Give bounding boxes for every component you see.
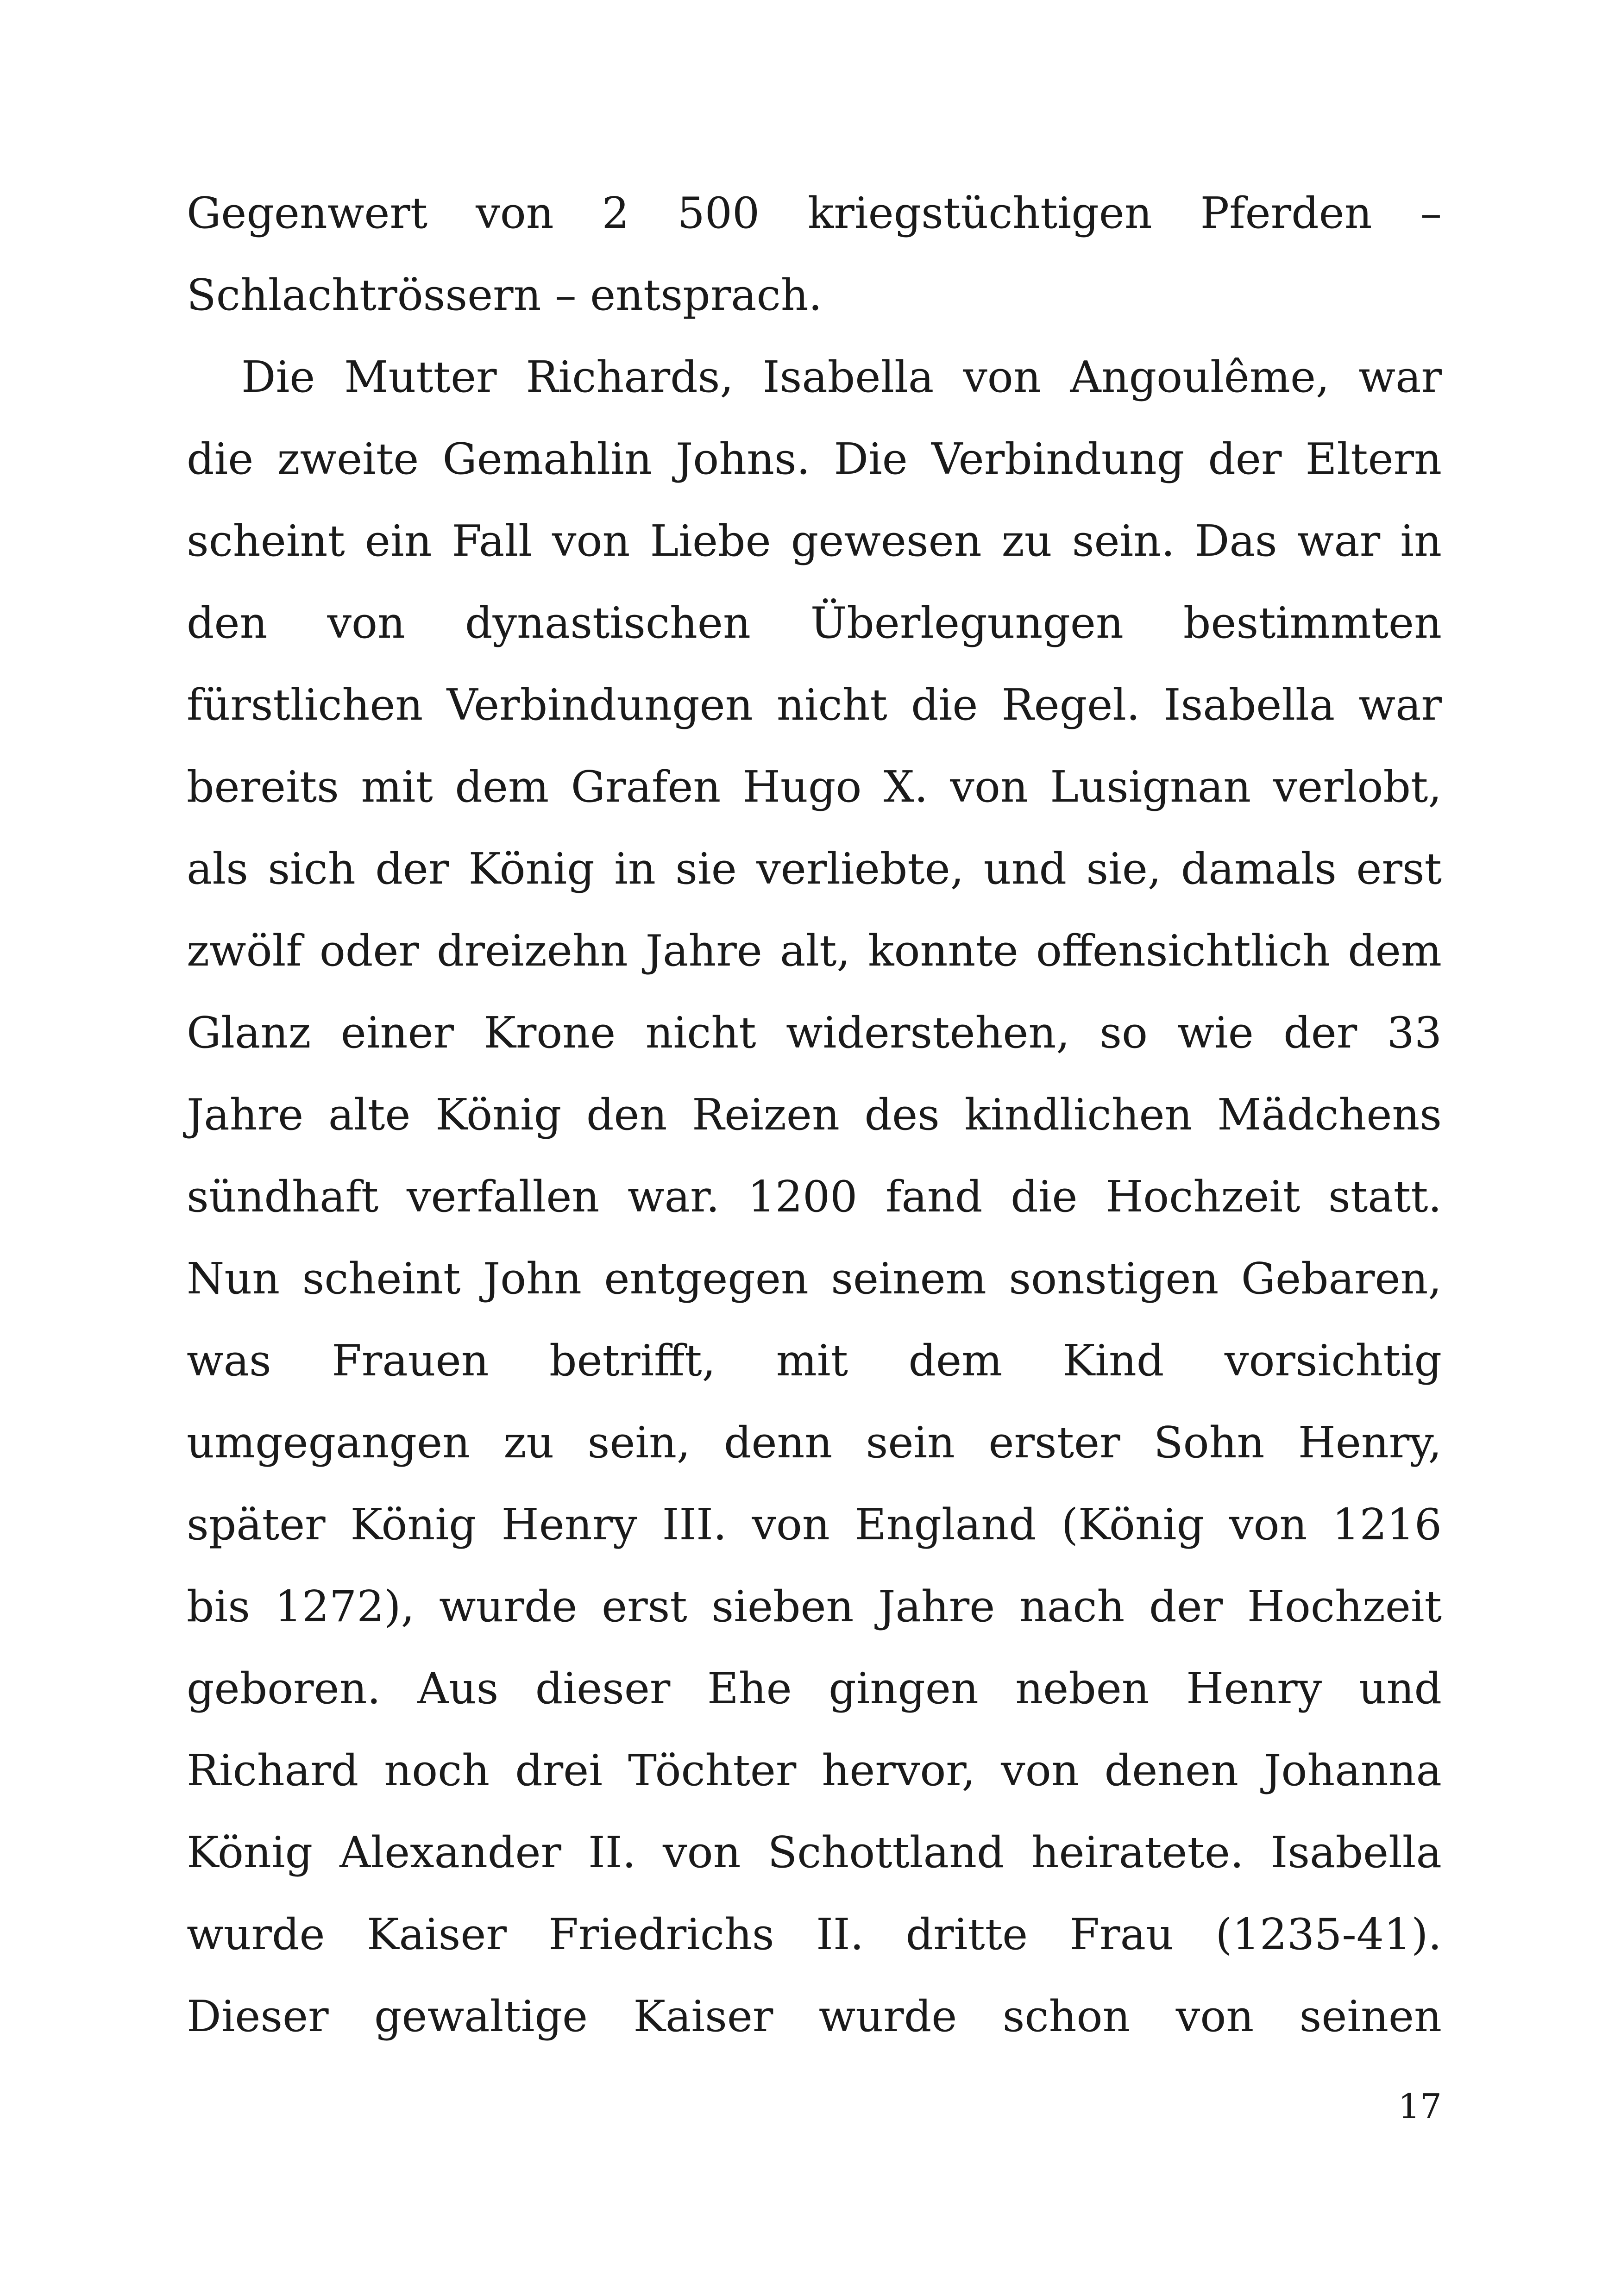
paragraph-first-line: Die Mutter Richards, Isabella von Angoulême, war (241, 352, 1442, 402)
body-text (187, 172, 1442, 2058)
text-line: bereits mit dem Grafen Hugo X. von Lusignan verlobt, (187, 762, 1442, 812)
text-line: scheint ein Fall von Liebe gewesen zu sein. Das war in (187, 516, 1442, 566)
text-line: den von dynastischen Überlegungen bestimmten (187, 598, 1442, 648)
text-line: König Alexander II. von Schottland heiratete. Isabella (187, 1827, 1442, 1877)
text-line: wurde Kaiser Friedrichs II. dritte Frau (1235-41). (187, 1909, 1442, 1959)
text-line: umgegangen zu sein, denn sein erster Sohn Henry, (187, 1418, 1442, 1468)
text-line: später König Henry III. von England (König von 1216 (187, 1499, 1442, 1549)
text-line: die zweite Gemahlin Johns. Die Verbindung der Eltern (187, 434, 1442, 484)
text-line: sündhaft verfallen war. 1200 fand die Hochzeit statt. (187, 1172, 1442, 1222)
text-line: als sich der König in sie verliebte, und sie, damals erst (187, 844, 1442, 894)
text-line: Jahre alte König den Reizen des kindlichen Mädchens (187, 1090, 1442, 1140)
text-line: geboren. Aus dieser Ehe gingen neben Henry und (187, 1663, 1442, 1713)
text-line: Gegenwert von 2 500 kriegstüchtigen Pferden – (187, 188, 1442, 238)
page-number: 17 (1398, 2087, 1442, 2127)
text-line: Schlachtrössern – entsprach. (187, 270, 823, 320)
text-line: was Frauen betrifft, mit dem Kind vorsichtig (187, 1336, 1442, 1386)
text-line: Richard noch drei Töchter hervor, von denen Johanna (187, 1745, 1442, 1795)
text-line: Dieser gewaltige Kaiser wurde schon von seinen (187, 1991, 1442, 2041)
text-line: Nun scheint John entgegen seinem sonstigen Gebaren, (187, 1254, 1442, 1304)
text-line: bis 1272), wurde erst sieben Jahre nach der Hochzeit (187, 1581, 1442, 1631)
text-line: zwölf oder dreizehn Jahre alt, konnte offensichtlich dem (187, 926, 1442, 976)
text-line: fürstlichen Verbindungen nicht die Regel. Isabella war (187, 680, 1442, 730)
text-line: Glanz einer Krone nicht widerstehen, so wie der 33 (187, 1008, 1442, 1058)
